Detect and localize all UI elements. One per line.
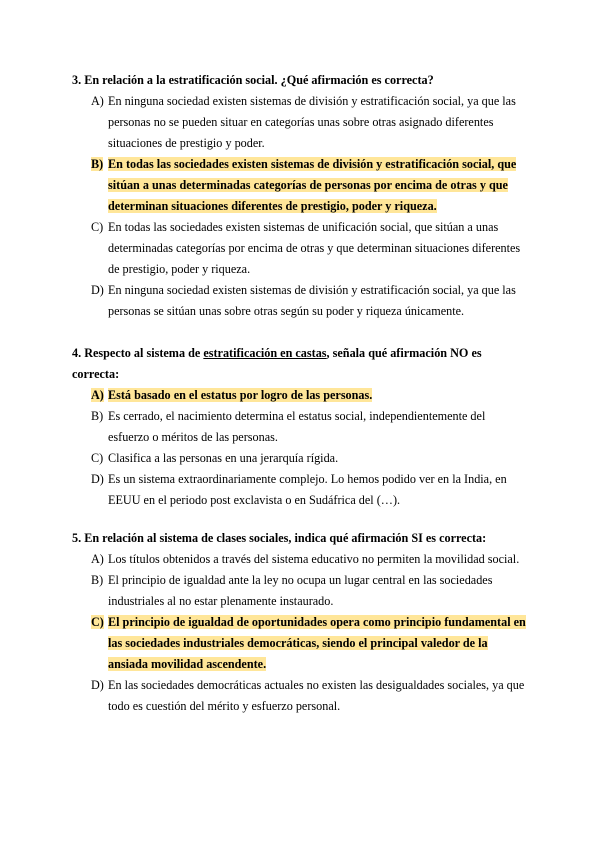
option-text: En ninguna sociedad existen sistemas de división y estratificación social, ya que las personas no se pueden situar en categorías unas sobre otras asignado diferentes situaciones de prestigio y poder. (108, 94, 516, 150)
option-letter: D) (91, 283, 104, 297)
question-4-title (72, 343, 528, 385)
option-letter: B) (91, 157, 104, 171)
option-letter: B) (91, 573, 104, 587)
option-text: En las sociedades democráticas actuales no existen las desigualdades sociales, ya que todo es cuestión del mérito y esfuerzo personal. (108, 678, 525, 713)
question-4-option-b (72, 406, 528, 448)
option-text: Es cerrado, el nacimiento determina el estatus social, independientemente del esfuerzo o méritos de las personas. (108, 409, 486, 444)
question-3-title: 3. En relación a la estratificación social. ¿Qué afirmación es correcta? (72, 73, 434, 87)
question-4-title-prefix: 4. Respecto al sistema de (72, 346, 204, 360)
question-5-option-a (72, 549, 528, 570)
question-4-option-a-correct (72, 385, 528, 406)
question-4-title-underlined: estratificación en castas (203, 346, 327, 360)
question-4-option-c (72, 448, 528, 469)
option-letter: D) (91, 472, 104, 486)
question-4-option-d (72, 469, 528, 511)
question-5-title: 5. En relación al sistema de clases sociales, indica qué afirmación SI es correcta: (72, 531, 487, 545)
question-3-option-b-correct (72, 154, 528, 217)
question-5-option-c-correct (72, 612, 528, 675)
question-3 (72, 70, 528, 322)
option-letter: C) (91, 220, 104, 234)
question-3-option-a (72, 91, 528, 154)
option-text: Clasifica a las personas en una jerarquía rígida. (108, 451, 339, 465)
option-letter: A) (91, 552, 104, 566)
question-3-option-d (72, 280, 528, 322)
question-4-title-suffix: , señala qué afirmación NO es correcta: (72, 346, 482, 381)
question-5 (72, 528, 528, 717)
option-text: Los títulos obtenidos a través del sistema educativo no permiten la movilidad social. (108, 552, 520, 566)
option-text-highlighted: El principio de igualdad de oportunidades opera como principio fundamental en las sociedades industriales democráticas, siendo el principal valedor de la ansiada movilidad ascendente. (108, 615, 526, 671)
option-text: En ninguna sociedad existen sistemas de división y estratificación social, ya que las personas se sitúan unas sobre otras según su poder y riqueza únicamente. (108, 283, 516, 318)
option-text: En todas las sociedades existen sistemas de unificación social, que sitúan a unas determinadas categorías por encima de otras y que determinan situaciones diferentes de prestigio, poder y riqueza. (108, 220, 521, 276)
option-text-highlighted: En todas las sociedades existen sistemas de división y estratificación social, que sitúan a unas determinadas categorías de personas por encima de otras y que determinan situaciones diferentes de prestigio, poder y riqueza. (108, 157, 517, 213)
option-letter: C) (91, 451, 104, 465)
question-3-option-c (72, 217, 528, 280)
question-5-option-d (72, 675, 528, 717)
option-text: El principio de igualdad ante la ley no ocupa un lugar central en las sociedades industriales al no estar plenamente instaurado. (108, 573, 493, 608)
option-letter: A) (91, 94, 104, 108)
option-text: Es un sistema extraordinariamente complejo. Lo hemos podido ver en la India, en EEUU en el periodo post exclavista o en Sudáfrica del (…). (108, 472, 507, 507)
option-letter: B) (91, 409, 104, 423)
option-letter: D) (91, 678, 104, 692)
option-letter: C) (91, 615, 104, 629)
option-letter: A) (91, 388, 104, 402)
question-5-option-b (72, 570, 528, 612)
question-4 (72, 343, 528, 511)
option-text-highlighted: Está basado en el estatus por logro de las personas. (108, 388, 373, 402)
